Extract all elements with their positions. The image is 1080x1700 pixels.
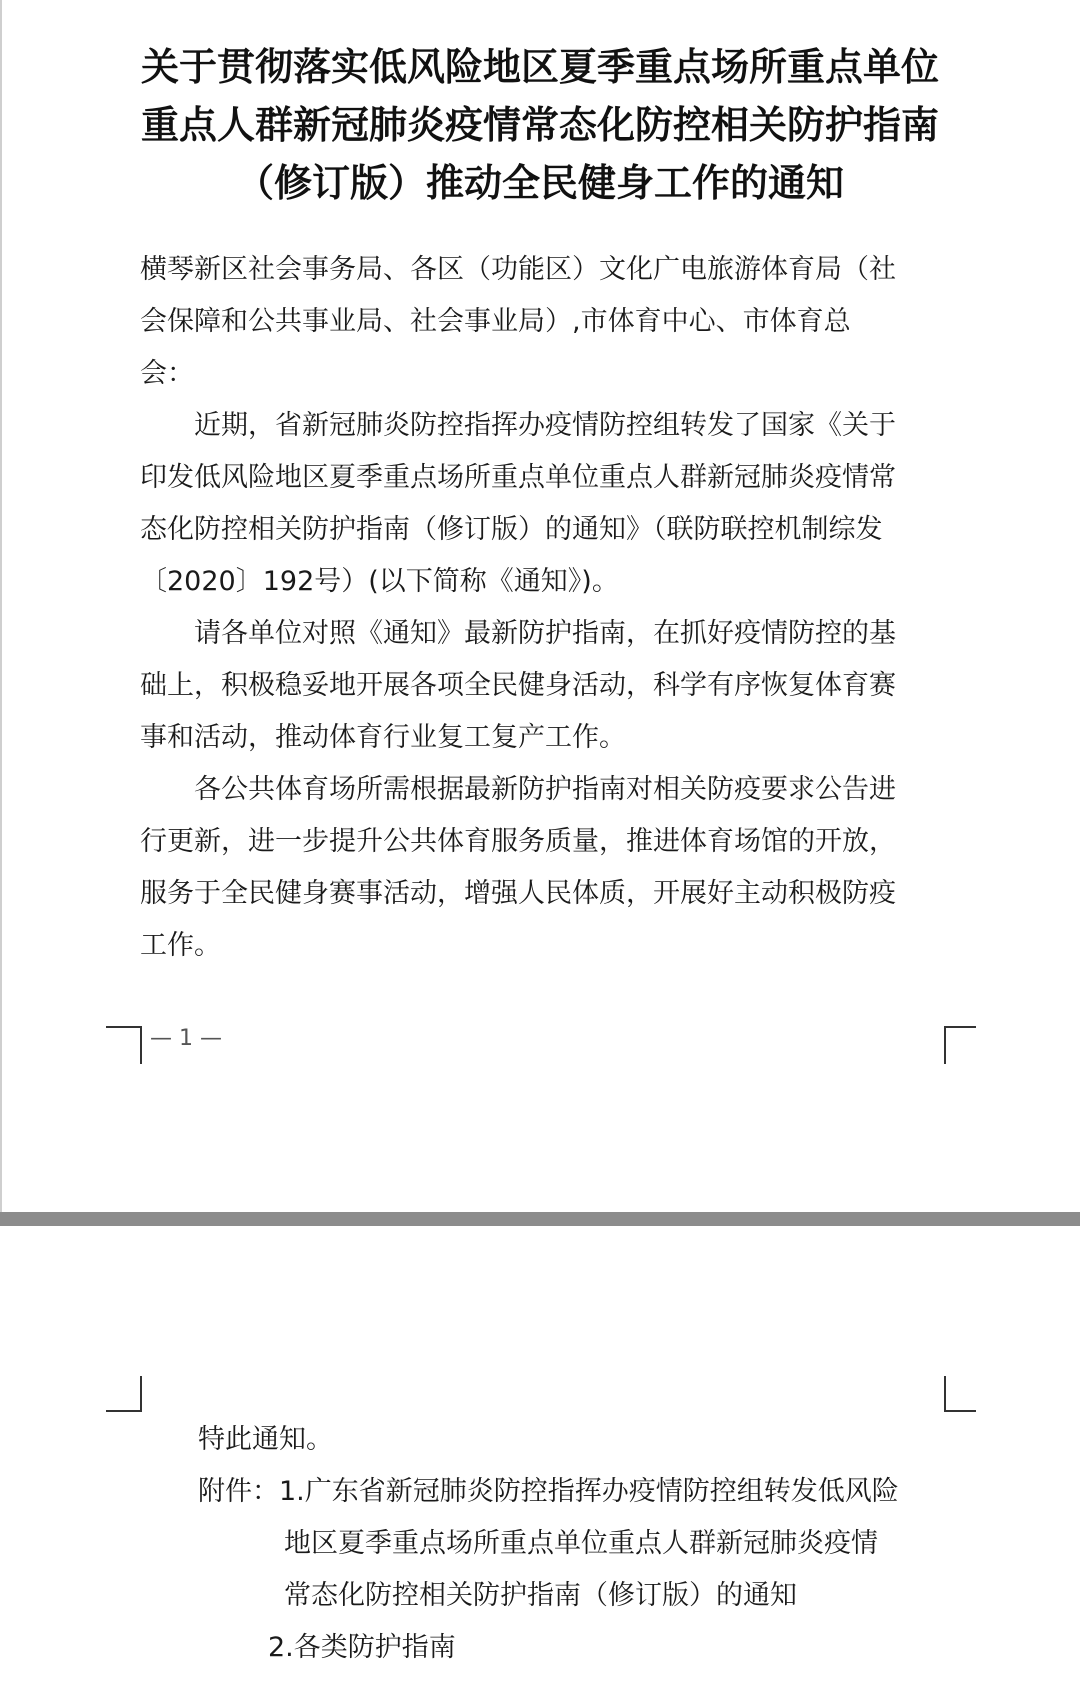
paragraph-2: [140, 608, 940, 764]
paragraph-line: 础上，积极稳妥地开展各项全民健身活动，科学有序恢复体育赛: [140, 670, 896, 701]
paragraph-line: 事和活动，推动体育行业复工复产工作。: [140, 722, 626, 753]
paragraph-line: 请各单位对照《通知》最新防护指南，在抓好疫情防控的基: [140, 618, 896, 649]
attachment-item-2: 2.各类防护指南: [268, 1632, 456, 1663]
paragraph-line: 〔2020〕192号）(以下简称《通知》)。: [140, 566, 619, 597]
addressee-line: 横琴新区社会事务局、各区（功能区）文化广电旅游体育局（社: [140, 254, 896, 285]
margin-corner-mark: [106, 1026, 142, 1064]
paragraph-line: 近期，省新冠肺炎防控指挥办疫情防控组转发了国家《关于: [140, 410, 896, 441]
closing-statement: 特此通知。: [198, 1424, 333, 1455]
margin-corner-mark: [944, 1376, 976, 1412]
margin-corner-mark: [944, 1026, 976, 1064]
paragraph-3: [140, 764, 940, 972]
paragraph-line: 印发低风险地区夏季重点场所重点单位重点人群新冠肺炎疫情常: [140, 462, 896, 493]
addressee-block: [140, 244, 940, 400]
page-number-dash: —: [193, 1026, 222, 1051]
paragraph-line: 态化防控相关防护指南（修订版）的通知》（联防联控机制综发: [140, 514, 883, 545]
attachment-item-1: 附件：1.广东省新冠肺炎防控指挥办疫情防控组转发低风险: [198, 1476, 899, 1507]
paragraph-1: [140, 400, 940, 608]
title-line: 重点人群新冠肺炎疫情常态化防控相关防护指南: [140, 103, 939, 147]
page-number-dash: —: [150, 1026, 179, 1051]
title-line: （修订版）推动全民健身工作的通知: [235, 161, 844, 205]
paragraph-line: 工作。: [140, 930, 221, 961]
page-number: [150, 1026, 222, 1051]
paragraph-line: 各公共体育场所需根据最新防护指南对相关防疫要求公告进: [140, 774, 896, 805]
attachment-item-1-continued: 地区夏季重点场所重点单位重点人群新冠肺炎疫情: [284, 1528, 878, 1559]
addressee-line: 会：: [140, 358, 194, 389]
addressee-line: 会保障和公共事业局、社会事业局）,市体育中心、市体育总: [140, 306, 851, 337]
document-title: [110, 38, 970, 212]
margin-corner-mark: [106, 1376, 142, 1412]
paragraph-line: 服务于全民健身赛事活动，增强人民体质，开展好主动积极防疫: [140, 878, 896, 909]
paragraph-line: 行更新，进一步提升公共体育服务质量，推进体育场馆的开放，: [140, 826, 896, 857]
title-line: 关于贯彻落实低风险地区夏季重点场所重点单位: [140, 45, 939, 89]
document-page-2: [0, 1226, 1080, 1700]
attachment-item-1-continued: 常态化防控相关防护指南（修订版）的通知: [284, 1580, 797, 1611]
page-separator: [0, 1212, 1080, 1226]
page-edge: [0, 0, 2, 1212]
page-number-value: 1: [179, 1026, 193, 1051]
